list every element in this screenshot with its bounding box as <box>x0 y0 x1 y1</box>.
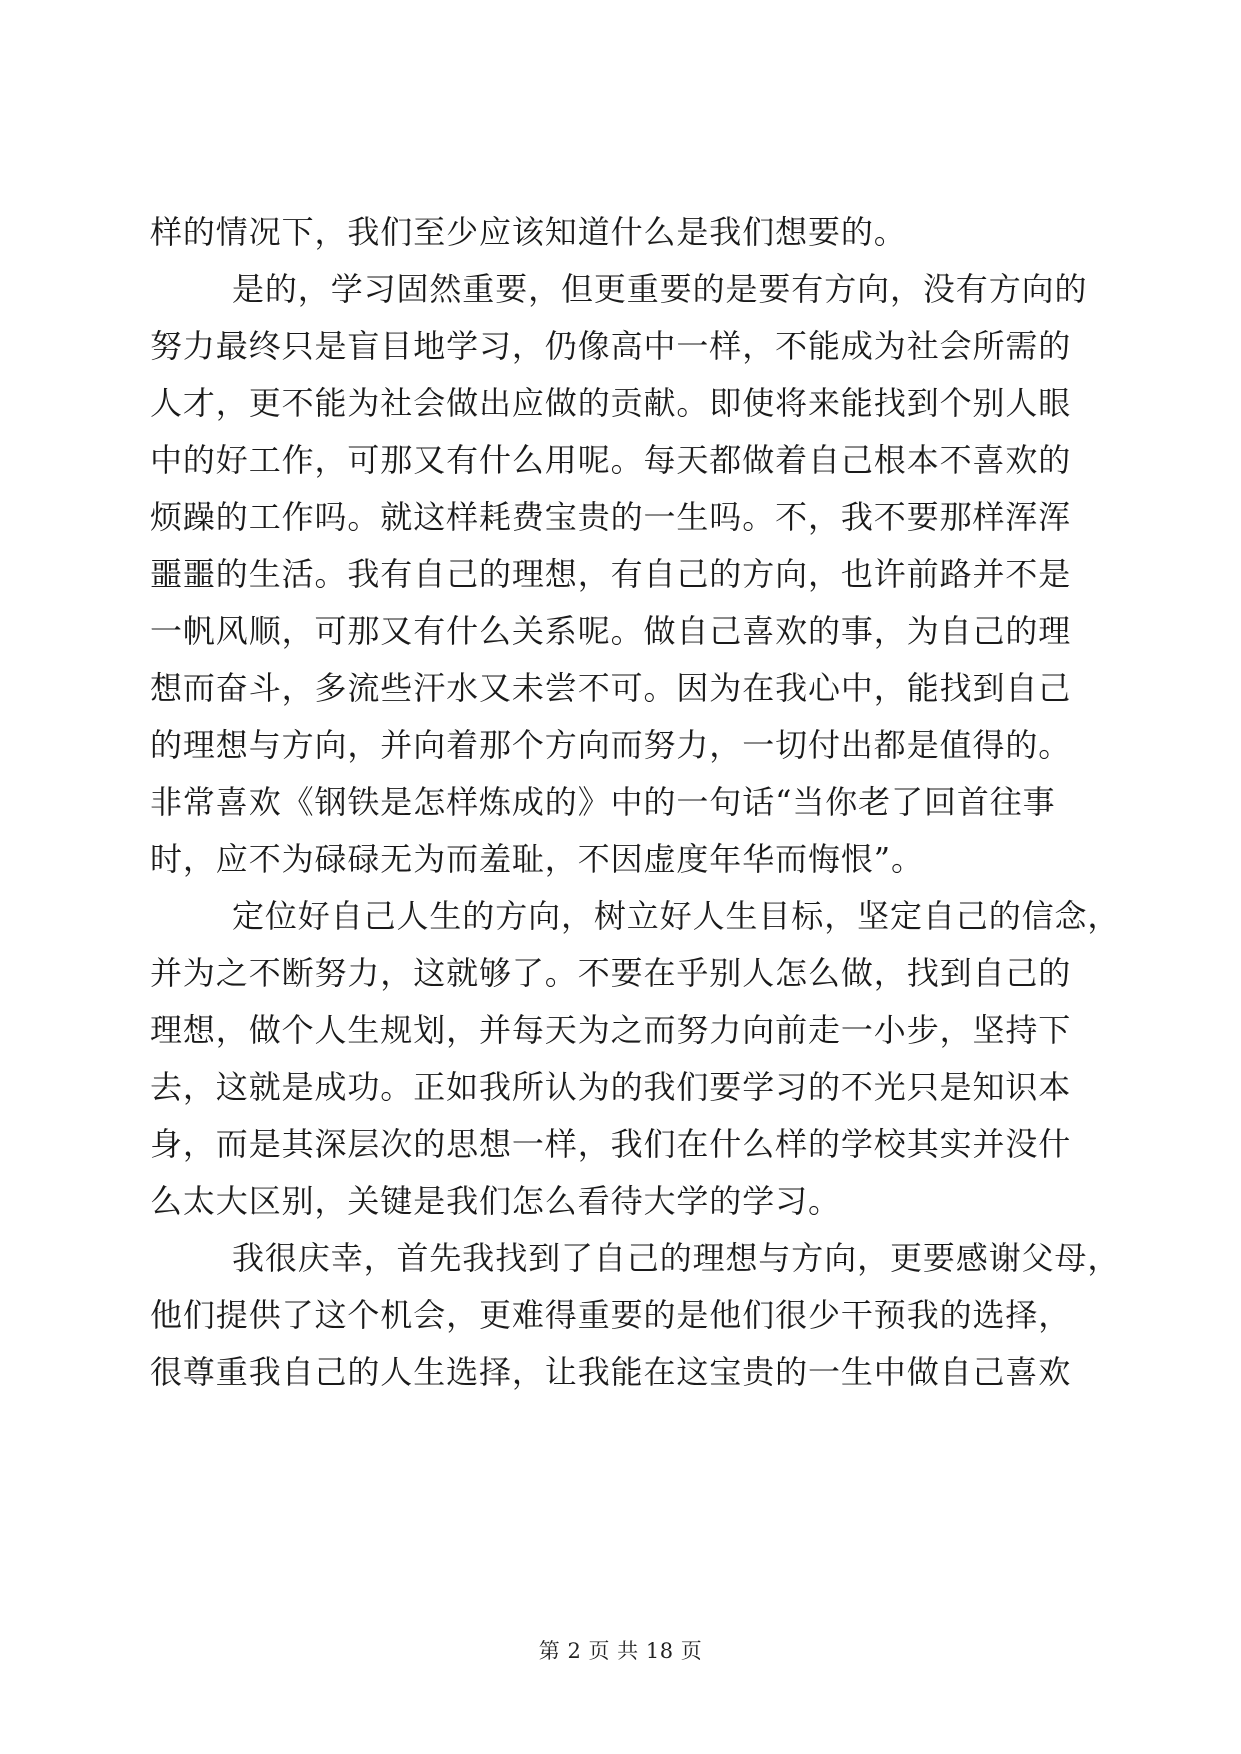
text-line: 样的情况下，我们至少应该知道什么是我们想要的。 <box>150 213 907 251</box>
text-line: 想而奋斗，多流些汗水又未尝不可。因为在我心中，能找到自己 <box>150 669 1072 707</box>
text-line: 非常喜欢《钢铁是怎样炼成的》中的一句话“当你老了回首往事 <box>150 783 1056 821</box>
text-line: 么太大区别，关键是我们怎么看待大学的学习。 <box>150 1182 841 1220</box>
text-line: 人才，更不能为社会做出应做的贡献。即使将来能找到个别人眼 <box>150 384 1072 422</box>
page-number-footer: 第 2 页 共 18 页 <box>538 1639 703 1663</box>
text-line: 努力最终只是盲目地学习，仍像高中一样，不能成为社会所需的 <box>150 327 1072 365</box>
text-line: 很尊重我自己的人生选择，让我能在这宝贵的一生中做自己喜欢 <box>150 1353 1072 1391</box>
paragraph-first-line: 定位好自己人生的方向，树立好人生目标，坚定自己的信念， <box>232 897 1121 935</box>
text-line: 噩噩的生活。我有自己的理想，有自己的方向，也许前路并不是 <box>150 555 1072 593</box>
text-line: 中的好工作，可那又有什么用呢。每天都做着自己根本不喜欢的 <box>150 441 1072 479</box>
text-line: 理想，做个人生规划，并每天为之而努力向前走一小步，坚持下 <box>150 1011 1072 1049</box>
paragraph-first-line: 我很庆幸，首先我找到了自己的理想与方向，更要感谢父母， <box>232 1239 1121 1277</box>
text-line: 的理想与方向，并向着那个方向而努力，一切付出都是值得的。 <box>150 726 1072 764</box>
text-line: 身，而是其深层次的思想一样，我们在什么样的学校其实并没什 <box>150 1125 1072 1163</box>
text-line: 并为之不断努力，这就够了。不要在乎别人怎么做，找到自己的 <box>150 954 1072 992</box>
text-line: 去，这就是成功。正如我所认为的我们要学习的不光只是知识本 <box>150 1068 1072 1106</box>
text-line: 烦躁的工作吗。就这样耗费宝贵的一生吗。不，我不要那样浑浑 <box>150 498 1072 536</box>
text-line: 时，应不为碌碌无为而羞耻，不因虚度年华而悔恨”。 <box>150 840 924 878</box>
text-line: 一帆风顺，可那又有什么关系呢。做自己喜欢的事，为自己的理 <box>150 612 1072 650</box>
text-line: 他们提供了这个机会，更难得重要的是他们很少干预我的选择， <box>150 1296 1072 1334</box>
paragraph-first-line: 是的，学习固然重要，但更重要的是要有方向，没有方向的 <box>232 270 1088 308</box>
